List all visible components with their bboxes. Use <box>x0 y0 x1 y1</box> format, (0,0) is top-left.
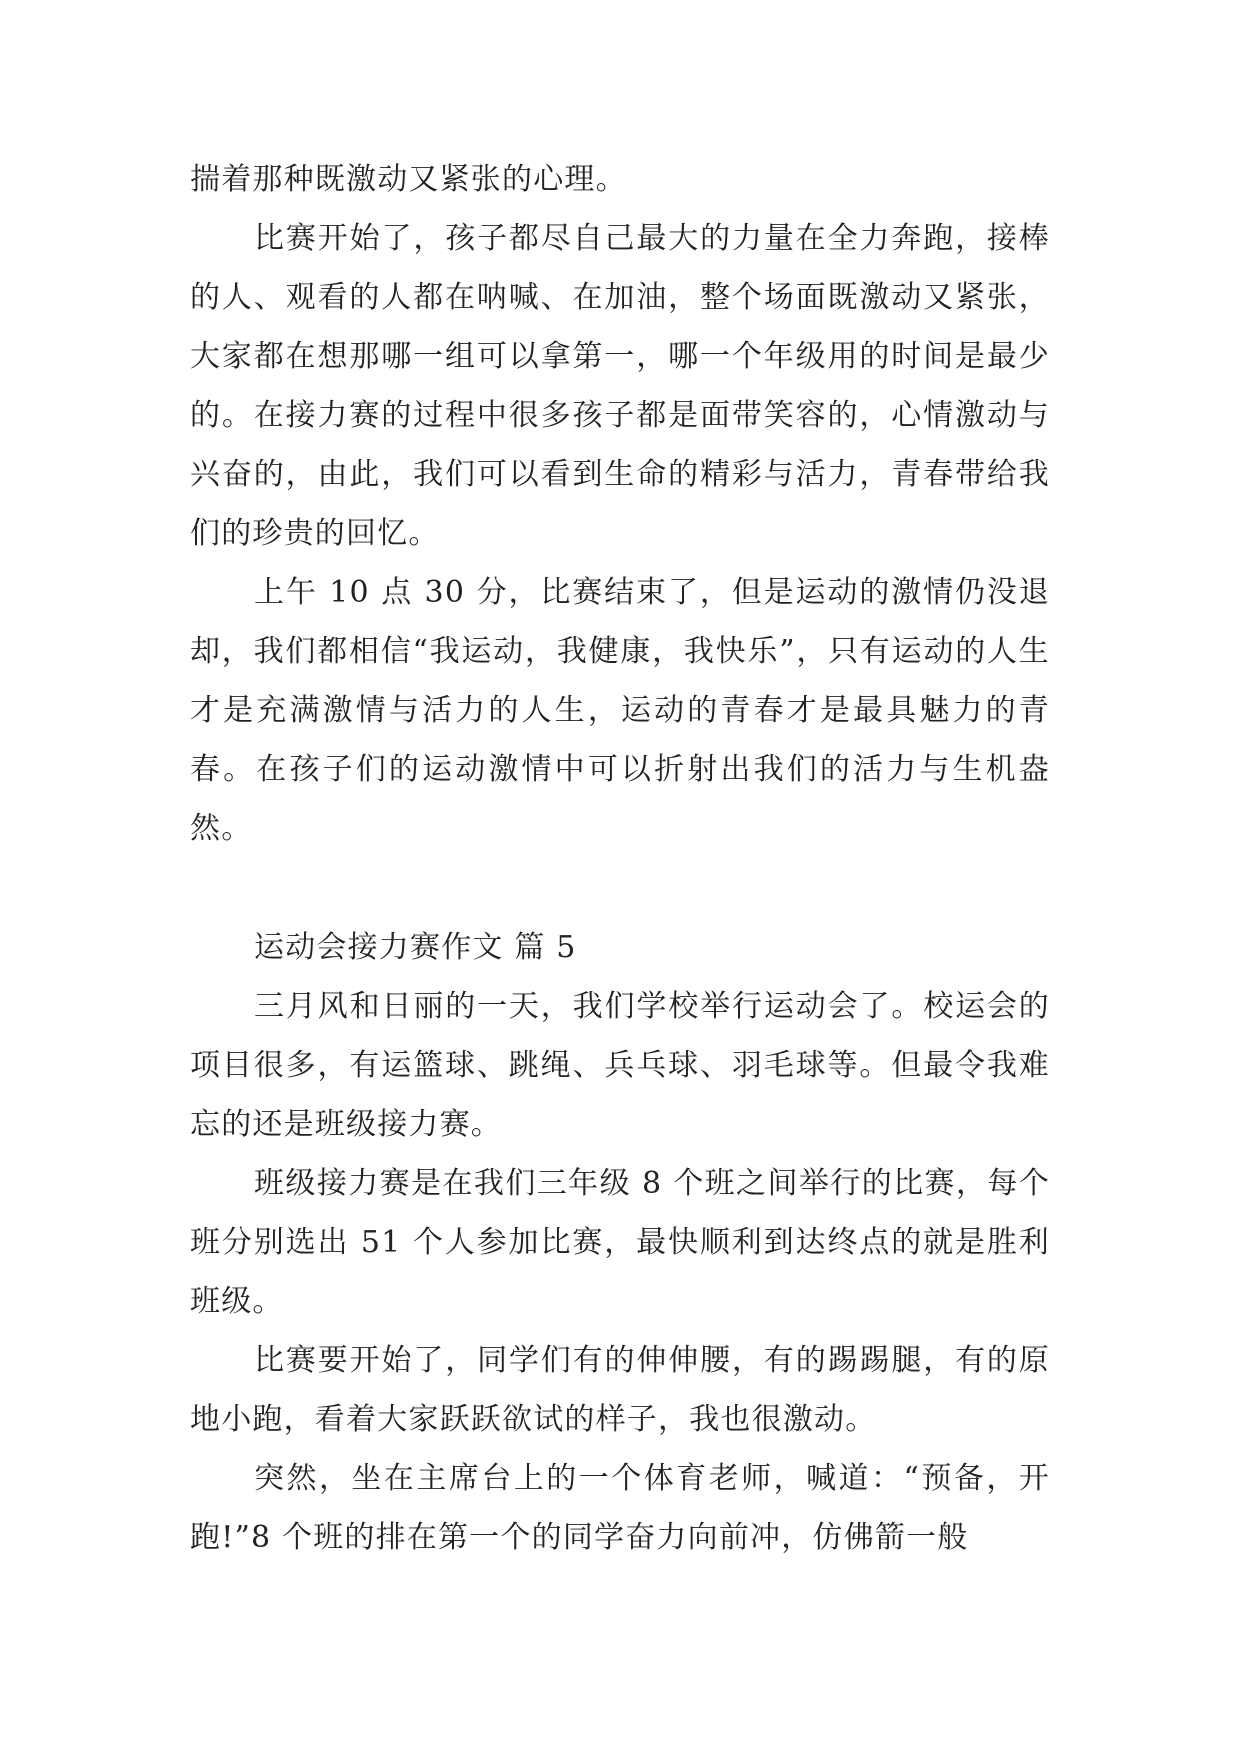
document-page <box>190 150 1050 1567</box>
paragraph-3: 上午 10 点 30 分，比赛结束了，但是运动的激情仍没退却，我们都相信“我运动，我健康，我快乐”，只有运动的人生才是充满激情与活力的人生，运动的青春才是最具魅力的青春。在孩子们的运动激情中可以折射出我们的活力与生机盎然。 <box>190 575 1050 846</box>
section-heading: 运动会接力赛作文 篇 5 <box>254 930 577 965</box>
paragraph-2: 比赛开始了，孩子都尽自己最大的力量在全力奔跑，接棒的人、观看的人都在呐喊、在加油，整个场面既激动又紧张，大家都在想那哪一组可以拿第一，哪一个年级用的时间是最少的。在接力赛的过程中很多孩子都是面带笑容的，心情激动与兴奋的，由此，我们可以看到生命的精彩与活力，青春带给我们的珍贵的回忆。 <box>190 221 1050 551</box>
paragraph-4: 三月风和日丽的一天，我们学校举行运动会了。校运会的项目很多，有运篮球、跳绳、兵乓球、羽毛球等。但最令我难忘的还是班级接力赛。 <box>190 989 1050 1142</box>
paragraph-1: 揣着那种既激动又紧张的心理。 <box>190 162 627 197</box>
paragraph-5: 班级接力赛是在我们三年级 8 个班之间举行的比赛，每个班分别选出 51 个人参加比赛，最快顺利到达终点的就是胜利班级。 <box>190 1166 1050 1319</box>
paragraph-7: 突然，坐在主席台上的一个体育老师，喊道：“预备，开跑!”8 个班的排在第一个的同学奋力向前冲，仿佛箭一般 <box>190 1461 1050 1555</box>
paragraph-6: 比赛要开始了，同学们有的伸伸腰，有的踢踢腿，有的原地小跑，看着大家跃跃欲试的样子，我也很激动。 <box>190 1343 1050 1437</box>
